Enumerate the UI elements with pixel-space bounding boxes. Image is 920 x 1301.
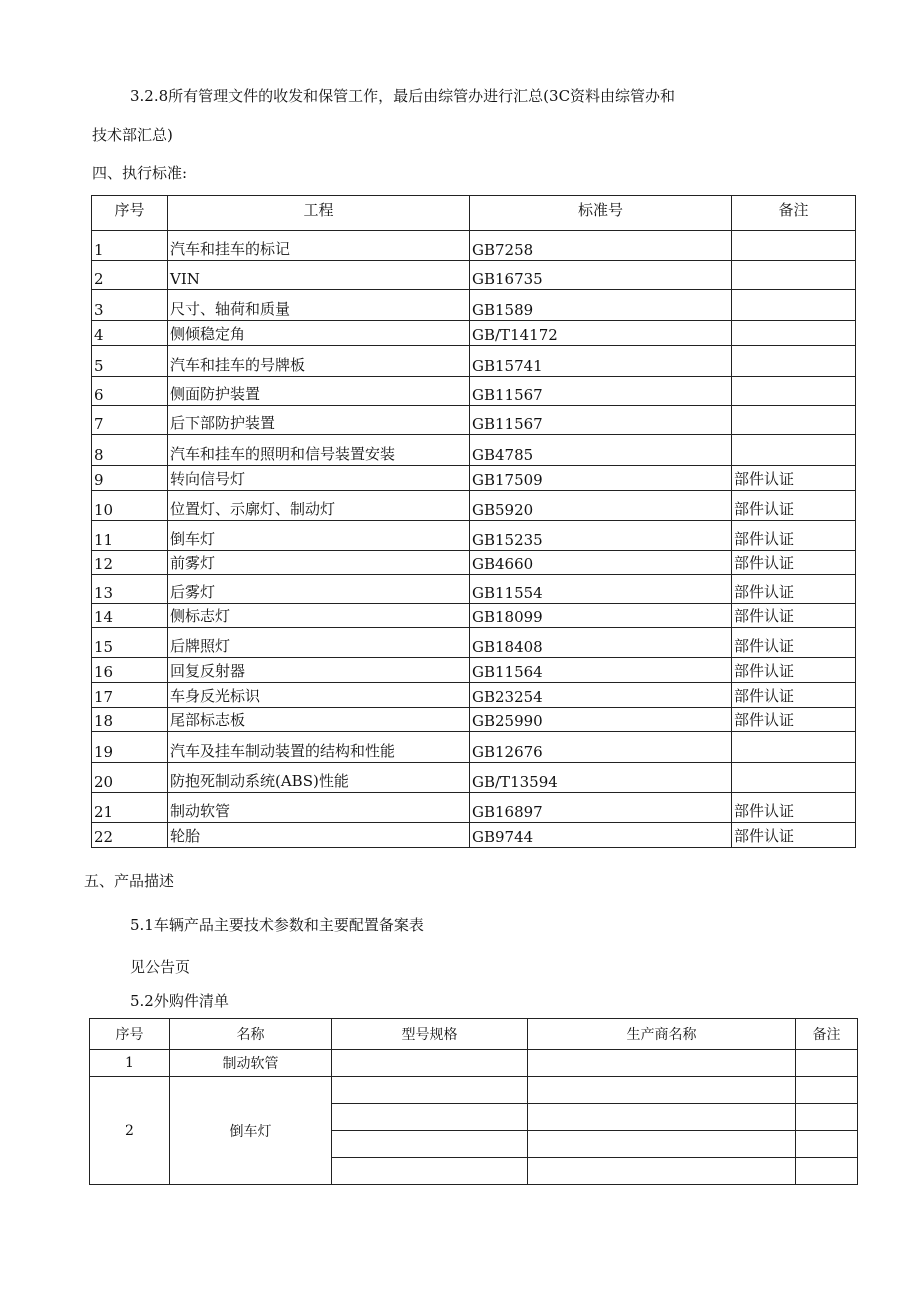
row-project: 后雾灯 bbox=[168, 575, 470, 604]
table-row bbox=[92, 763, 856, 793]
row-no: 2 bbox=[90, 1077, 170, 1185]
section-4-heading: 四、执行标准: bbox=[92, 164, 188, 182]
table-row bbox=[90, 1050, 858, 1077]
row-standard: GB/T14172 bbox=[470, 321, 732, 346]
row-remark bbox=[796, 1104, 858, 1131]
table-row bbox=[92, 604, 856, 628]
row-no: 2 bbox=[92, 261, 168, 290]
col-header-remark: 备注 bbox=[732, 196, 856, 231]
row-project: 尾部标志板 bbox=[168, 708, 470, 732]
row-standard: GB15235 bbox=[470, 521, 732, 551]
item-3-2-8-line1: 3.2.8所有管理文件的收发和保管工作，最后由综管办进行汇总(3C资料由综管办和 bbox=[130, 87, 676, 105]
item-5-1: 5.1车辆产品主要技术参数和主要配置备案表 bbox=[130, 916, 424, 934]
row-project: 汽车及挂车制动装置的结构和性能 bbox=[168, 732, 470, 763]
row-project: 侧面防护装置 bbox=[168, 377, 470, 406]
row-no: 6 bbox=[92, 377, 168, 406]
row-standard: GB4660 bbox=[470, 551, 732, 575]
row-standard: GB11554 bbox=[470, 575, 732, 604]
table-row bbox=[92, 290, 856, 321]
table-row bbox=[92, 435, 856, 466]
row-no: 5 bbox=[92, 346, 168, 377]
row-model bbox=[332, 1050, 528, 1077]
row-remark: 部件认证 bbox=[732, 793, 856, 823]
row-manufacturer bbox=[528, 1050, 796, 1077]
standards-table-header bbox=[92, 196, 856, 231]
row-no: 1 bbox=[92, 231, 168, 261]
row-remark: 部件认证 bbox=[732, 628, 856, 658]
row-standard: GB11564 bbox=[470, 658, 732, 683]
row-remark bbox=[732, 321, 856, 346]
row-project: 汽车和挂车的标记 bbox=[168, 231, 470, 261]
row-project: 轮胎 bbox=[168, 823, 470, 848]
row-standard: GB16735 bbox=[470, 261, 732, 290]
table-row bbox=[92, 521, 856, 551]
table-row bbox=[92, 793, 856, 823]
row-project: 前雾灯 bbox=[168, 551, 470, 575]
row-remark: 部件认证 bbox=[732, 466, 856, 491]
row-model bbox=[332, 1104, 528, 1131]
row-no: 18 bbox=[92, 708, 168, 732]
row-standard: GB23254 bbox=[470, 683, 732, 708]
row-no: 21 bbox=[92, 793, 168, 823]
row-remark: 部件认证 bbox=[732, 491, 856, 521]
row-remark: 部件认证 bbox=[732, 683, 856, 708]
row-remark: 部件认证 bbox=[732, 658, 856, 683]
row-project: 汽车和挂车的号牌板 bbox=[168, 346, 470, 377]
row-project: 尺寸、轴荷和质量 bbox=[168, 290, 470, 321]
row-project: 倒车灯 bbox=[168, 521, 470, 551]
row-manufacturer bbox=[528, 1158, 796, 1185]
col-header-no: 序号 bbox=[90, 1019, 170, 1050]
row-model bbox=[332, 1131, 528, 1158]
table-row bbox=[92, 346, 856, 377]
table-row bbox=[92, 551, 856, 575]
col-header-project: 工程 bbox=[168, 196, 470, 231]
row-manufacturer bbox=[528, 1077, 796, 1104]
row-remark bbox=[732, 763, 856, 793]
row-manufacturer bbox=[528, 1131, 796, 1158]
col-header-no: 序号 bbox=[92, 196, 168, 231]
table-row bbox=[92, 683, 856, 708]
row-no: 11 bbox=[92, 521, 168, 551]
row-no: 13 bbox=[92, 575, 168, 604]
row-remark bbox=[796, 1131, 858, 1158]
purchased-parts-table bbox=[89, 1018, 858, 1185]
row-model bbox=[332, 1077, 528, 1104]
row-remark: 部件认证 bbox=[732, 551, 856, 575]
row-remark bbox=[796, 1158, 858, 1185]
table-row bbox=[92, 321, 856, 346]
table-row bbox=[92, 466, 856, 491]
row-name: 倒车灯 bbox=[170, 1077, 332, 1185]
table-row bbox=[92, 732, 856, 763]
row-standard: GB15741 bbox=[470, 346, 732, 377]
row-remark bbox=[732, 346, 856, 377]
row-project: 转向信号灯 bbox=[168, 466, 470, 491]
table-row bbox=[92, 708, 856, 732]
row-project: 后下部防护装置 bbox=[168, 406, 470, 435]
row-no: 4 bbox=[92, 321, 168, 346]
row-standard: GB11567 bbox=[470, 377, 732, 406]
row-standard: GB12676 bbox=[470, 732, 732, 763]
row-remark bbox=[732, 290, 856, 321]
row-no: 19 bbox=[92, 732, 168, 763]
row-standard: GB11567 bbox=[470, 406, 732, 435]
row-project: 后牌照灯 bbox=[168, 628, 470, 658]
row-no: 17 bbox=[92, 683, 168, 708]
row-remark bbox=[732, 261, 856, 290]
row-standard: GB17509 bbox=[470, 466, 732, 491]
section-5-heading: 五、产品描述 bbox=[84, 872, 175, 890]
table-row bbox=[92, 823, 856, 848]
row-project: 位置灯、示廓灯、制动灯 bbox=[168, 491, 470, 521]
row-remark: 部件认证 bbox=[732, 521, 856, 551]
table-row bbox=[92, 231, 856, 261]
row-project: 制动软管 bbox=[168, 793, 470, 823]
row-project: 汽车和挂车的照明和信号装置安装 bbox=[168, 435, 470, 466]
row-remark bbox=[732, 231, 856, 261]
row-remark: 部件认证 bbox=[732, 575, 856, 604]
col-header-remark: 备注 bbox=[796, 1019, 858, 1050]
table-row bbox=[90, 1077, 858, 1104]
row-remark bbox=[796, 1050, 858, 1077]
row-no: 12 bbox=[92, 551, 168, 575]
row-no: 16 bbox=[92, 658, 168, 683]
row-project: 回复反射器 bbox=[168, 658, 470, 683]
row-no: 22 bbox=[92, 823, 168, 848]
row-standard: GB5920 bbox=[470, 491, 732, 521]
row-remark: 部件认证 bbox=[732, 708, 856, 732]
row-no: 15 bbox=[92, 628, 168, 658]
row-model bbox=[332, 1158, 528, 1185]
item-3-2-8-line2: 技术部汇总) bbox=[92, 126, 173, 144]
row-standard: GB/T13594 bbox=[470, 763, 732, 793]
row-standard: GB25990 bbox=[470, 708, 732, 732]
row-standard: GB16897 bbox=[470, 793, 732, 823]
table-row bbox=[92, 491, 856, 521]
row-remark bbox=[732, 406, 856, 435]
row-project: 防抱死制动系统(ABS)性能 bbox=[168, 763, 470, 793]
row-no: 3 bbox=[92, 290, 168, 321]
col-header-name: 名称 bbox=[170, 1019, 332, 1050]
table-row bbox=[92, 406, 856, 435]
table-row bbox=[92, 377, 856, 406]
row-remark bbox=[732, 377, 856, 406]
row-remark bbox=[796, 1077, 858, 1104]
item-5-2: 5.2外购件清单 bbox=[130, 992, 229, 1010]
table-row bbox=[92, 575, 856, 604]
row-remark: 部件认证 bbox=[732, 823, 856, 848]
item-5-1-note: 见公告页 bbox=[130, 958, 191, 976]
row-project: 车身反光标识 bbox=[168, 683, 470, 708]
row-project: 侧倾稳定角 bbox=[168, 321, 470, 346]
col-header-standard: 标准号 bbox=[470, 196, 732, 231]
row-no: 1 bbox=[90, 1050, 170, 1077]
table-row bbox=[92, 261, 856, 290]
table-row bbox=[92, 628, 856, 658]
row-standard: GB18099 bbox=[470, 604, 732, 628]
row-no: 10 bbox=[92, 491, 168, 521]
purchased-table-header bbox=[90, 1019, 858, 1050]
row-remark bbox=[732, 732, 856, 763]
row-no: 8 bbox=[92, 435, 168, 466]
row-project: VIN bbox=[168, 261, 470, 290]
row-remark bbox=[732, 435, 856, 466]
table-row bbox=[92, 658, 856, 683]
row-no: 9 bbox=[92, 466, 168, 491]
row-manufacturer bbox=[528, 1104, 796, 1131]
row-standard: GB7258 bbox=[470, 231, 732, 261]
row-standard: GB1589 bbox=[470, 290, 732, 321]
standards-table bbox=[91, 195, 856, 848]
col-header-model: 型号规格 bbox=[332, 1019, 528, 1050]
row-no: 14 bbox=[92, 604, 168, 628]
row-remark: 部件认证 bbox=[732, 604, 856, 628]
row-standard: GB9744 bbox=[470, 823, 732, 848]
row-name: 制动软管 bbox=[170, 1050, 332, 1077]
row-standard: GB18408 bbox=[470, 628, 732, 658]
row-no: 20 bbox=[92, 763, 168, 793]
row-standard: GB4785 bbox=[470, 435, 732, 466]
row-no: 7 bbox=[92, 406, 168, 435]
col-header-manufacturer: 生产商名称 bbox=[528, 1019, 796, 1050]
row-project: 侧标志灯 bbox=[168, 604, 470, 628]
